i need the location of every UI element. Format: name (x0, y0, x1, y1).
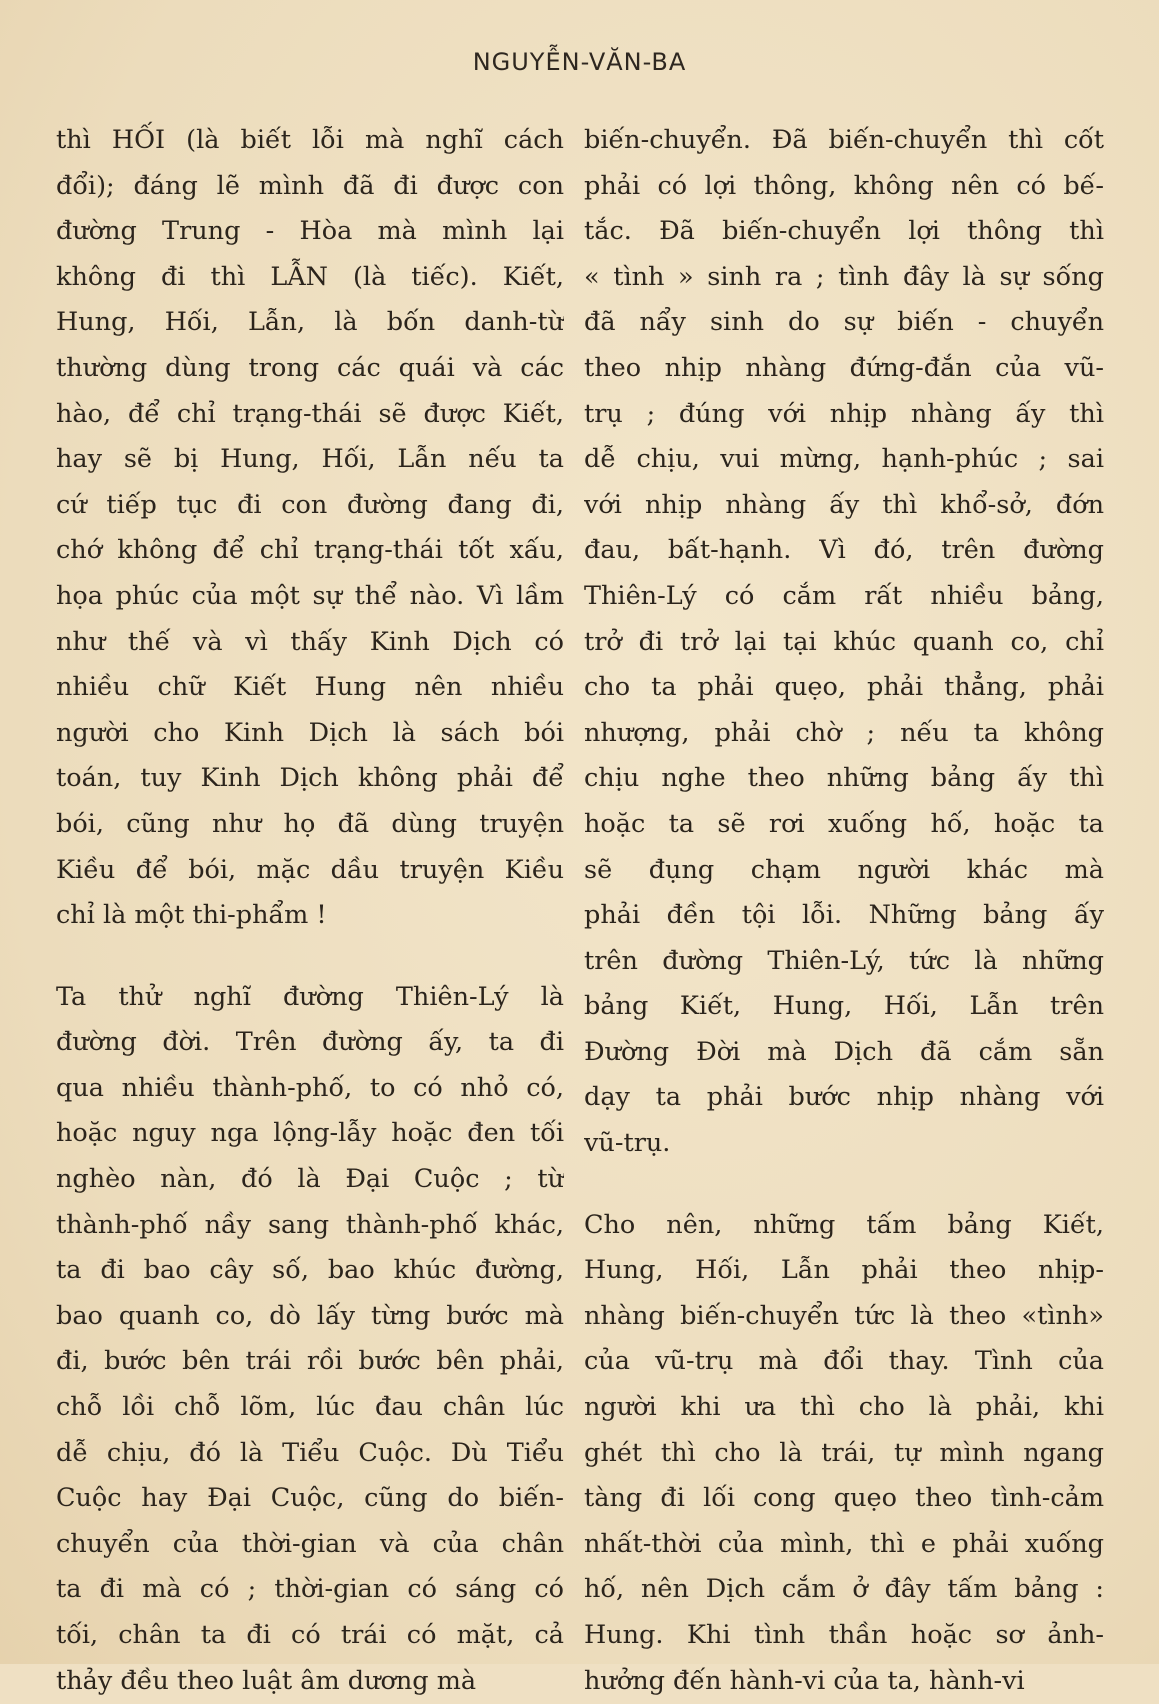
text-line: Cho nên, những tấm bảng Kiết, (584, 1209, 1104, 1240)
text-line: vũ-trụ. (584, 1128, 671, 1159)
paragraph (56, 975, 564, 1704)
text-line: ta đi bao cây số, bao khúc đường, (56, 1255, 564, 1286)
text-line: nghèo nàn, đó là Đại Cuộc ; từ (56, 1164, 564, 1195)
text-line: nhượng, phải chờ ; nếu ta không (584, 717, 1104, 748)
paragraph (584, 118, 1104, 1167)
text-line: tối, chân ta đi có trái có mặt, cả (56, 1620, 564, 1650)
text-line: đã nẩy sinh do sự biến - chuyển (584, 307, 1104, 338)
text-line: bảng Kiết, Hung, Hối, Lẫn trên (584, 991, 1104, 1022)
text-line: chỉ là một thi-phẩm ! (56, 900, 327, 931)
text-line: Hung, Hối, Lẫn phải theo nhịp- (584, 1255, 1104, 1286)
text-line: đổi); đáng lẽ mình đã đi được con (56, 170, 564, 201)
text-line: phải có lợi thông, không nên có bế- (584, 170, 1104, 201)
text-line: tàng đi lối cong quẹo theo tình-cảm (584, 1483, 1104, 1514)
text-line: thảy đều theo luật âm dương mà (56, 1665, 477, 1696)
text-line: trở đi trở lại tại khúc quanh co, chỉ (584, 626, 1104, 657)
text-line: hay sẽ bị Hung, Hối, Lẫn nếu ta (56, 444, 564, 475)
text-line: đường đời. Trên đường ấy, ta đi (56, 1027, 564, 1058)
text-line: ghét thì cho là trái, tự mình ngang (584, 1437, 1104, 1468)
text-line: chuyển của thời-gian và của chân (56, 1528, 564, 1559)
text-line: người khi ưa thì cho là phải, khi (584, 1392, 1104, 1423)
text-line: đường Trung - Hòa mà mình lại (56, 216, 564, 247)
text-line: dễ chịu, vui mừng, hạnh-phúc ; sai (584, 444, 1104, 475)
text-line: trụ ; đúng với nhịp nhàng ấy thì (584, 398, 1104, 429)
text-line: thường dùng trong các quái và các (56, 352, 564, 383)
text-line: sẽ đụng chạm người khác mà (584, 854, 1104, 885)
text-line: thì HỐI (là biết lỗi mà nghĩ cách (56, 125, 564, 155)
text-line: trên đường Thiên-Lý, tức là những (584, 945, 1104, 976)
text-line: Kiều để bói, mặc dầu truyện Kiều (56, 854, 564, 885)
text-line: không đi thì LẪN (là tiếc). Kiết, (56, 261, 564, 292)
text-line: nhiều chữ Kiết Hung nên nhiều (56, 672, 564, 703)
text-line: Ta thử nghĩ đường Thiên-Lý là (56, 981, 564, 1012)
text-line: với nhịp nhàng ấy thì khổ-sở, đớn (584, 489, 1104, 520)
text-line: Cuộc hay Đại Cuộc, cũng do biến- (56, 1483, 564, 1514)
text-line: chỗ lồi chỗ lõm, lúc đau chân lúc (56, 1392, 564, 1423)
text-line: chịu nghe theo những bảng ấy thì (584, 763, 1104, 794)
text-line: cứ tiếp tục đi con đường đang đi, (56, 489, 564, 520)
text-line: thành-phố nầy sang thành-phố khác, (56, 1209, 564, 1240)
left-column (56, 118, 564, 1704)
text-line: toán, tuy Kinh Dịch không phải để (56, 763, 564, 794)
text-line: của vũ-trụ mà đổi thay. Tình của (584, 1346, 1104, 1377)
text-line: qua nhiều thành-phố, to có nhỏ có, (56, 1072, 564, 1103)
text-line: biến-chuyển. Đã biến-chuyển thì cốt (584, 125, 1104, 155)
text-line: đau, bất-hạnh. Vì đó, trên đường (584, 535, 1104, 566)
paragraph (584, 1203, 1104, 1704)
text-line: phải đền tội lỗi. Những bảng ấy (584, 900, 1104, 931)
text-line: nhất-thời của mình, thì e phải xuống (584, 1528, 1104, 1559)
text-line: như thế và vì thấy Kinh Dịch có (56, 626, 564, 657)
text-line: Đường Đời mà Dịch đã cắm sẵn (584, 1036, 1104, 1067)
text-line: hưởng đến hành-vi của ta, hành-vi (584, 1665, 1025, 1696)
text-line: họa phúc của một sự thể nào. Vì lầm (56, 580, 564, 611)
right-column (584, 118, 1104, 1704)
running-header: NGUYỄN-VĂN-BA (472, 48, 687, 76)
text-line: theo nhịp nhàng đứng-đắn của vũ- (584, 352, 1104, 383)
text-line: người cho Kinh Dịch là sách bói (56, 717, 564, 748)
text-line: ta đi mà có ; thời-gian có sáng có (56, 1574, 564, 1605)
text-line: dạy ta phải bước nhịp nhàng với (584, 1082, 1104, 1113)
text-line: Hung. Khi tình thần hoặc sơ ảnh- (584, 1620, 1104, 1650)
text-line: cho ta phải quẹo, phải thẳng, phải (584, 672, 1104, 703)
text-line: dễ chịu, đó là Tiểu Cuộc. Dù Tiểu (56, 1437, 564, 1468)
text-line: Thiên-Lý có cắm rất nhiều bảng, (584, 580, 1104, 611)
paragraph (56, 118, 564, 939)
text-line: đi, bước bên trái rồi bước bên phải, (56, 1346, 564, 1377)
text-line: « tình » sinh ra ; tình đây là sự sống (584, 261, 1104, 292)
text-line: hào, để chỉ trạng-thái sẽ được Kiết, (56, 398, 564, 429)
text-line: hoặc ta sẽ rơi xuống hố, hoặc ta (584, 808, 1104, 839)
text-line: chớ không để chỉ trạng-thái tốt xấu, (56, 535, 564, 566)
text-line: nhàng biến-chuyển tức là theo «tình» (584, 1300, 1104, 1331)
text-line: Hung, Hối, Lẫn, là bốn danh-từ (56, 307, 564, 338)
text-line: hố, nên Dịch cắm ở đây tấm bảng : (584, 1574, 1104, 1605)
text-line: hoặc nguy nga lộng-lẫy hoặc đen tối (56, 1118, 564, 1149)
text-line: tắc. Đã biến-chuyển lợi thông thì (584, 216, 1104, 247)
text-line: bói, cũng như họ đã dùng truyện (56, 808, 564, 839)
text-line: bao quanh co, dò lấy từng bước mà (56, 1300, 564, 1331)
